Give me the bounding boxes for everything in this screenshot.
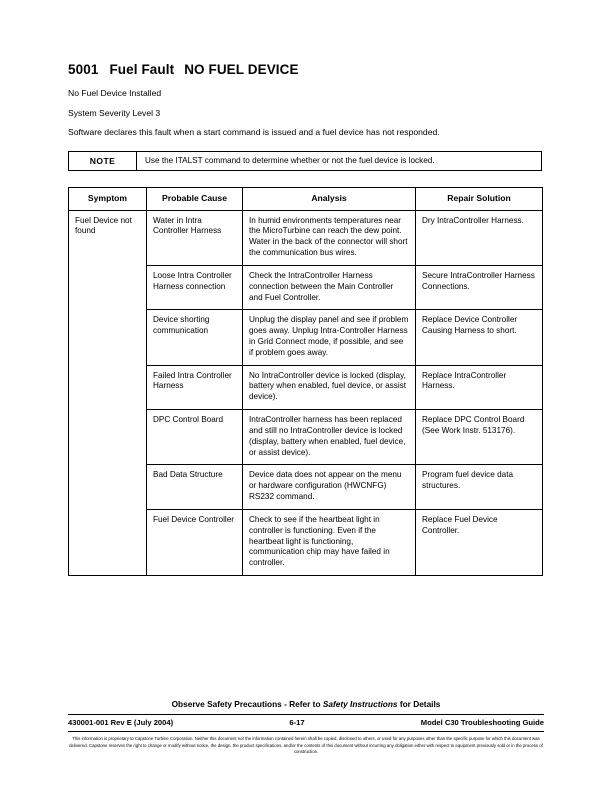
- document-number: 430001-001 Rev E (July 2004): [68, 718, 174, 728]
- column-header-repair-solution: Repair Solution: [416, 188, 543, 210]
- page-title: [68, 62, 544, 77]
- cause-cell: Water in Intra Controller Harness: [147, 210, 243, 265]
- symptom-cell: Fuel Device not found: [69, 210, 147, 576]
- repair-cell: Replace Fuel Device Controller.: [416, 509, 543, 575]
- analysis-cell: In humid environments temperatures near the MicroTurbine can reach the dew point. Water in the back of the connector will short the communication bus wires.: [243, 210, 416, 265]
- analysis-cell: Device data does not appear on the menu or hardware configuration (HWCNFG) RS232 command.: [243, 465, 416, 509]
- note-label: NOTE: [69, 152, 137, 170]
- repair-cell: Dry IntraController Harness.: [416, 210, 543, 265]
- severity-level: System Severity Level 3: [68, 107, 161, 118]
- page-number: 6-17: [289, 718, 305, 728]
- repair-cell: Secure IntraController Harness Connections.: [416, 265, 543, 309]
- footer-divider-top: [68, 714, 544, 715]
- cause-cell: Device shorting communication: [147, 310, 243, 365]
- fault-table: [68, 187, 543, 576]
- fault-subtitle: No Fuel Device Installed: [68, 88, 162, 98]
- analysis-cell: No IntraController device is locked (display, battery when enabled, fuel device, or assist device).: [243, 365, 416, 409]
- column-header-symptom: Symptom: [69, 188, 147, 210]
- column-header-probable-cause: Probable Cause: [147, 188, 243, 210]
- repair-cell: Program fuel device data structures.: [416, 465, 543, 509]
- analysis-cell: IntraController harness has been replaced and still no IntraController device is locked (display, battery when enabled, fuel device, or assist device).: [243, 410, 416, 465]
- note-text: Use the ITALST command to determine whether or not the fuel device is locked.: [145, 156, 435, 166]
- legal-notice: This information is proprietary to Capstone Turbine Corporation. Neither this document nor the information contained herein shall be copied, disclosed to others, or used for any purposes other than the specific purpose for which this document was delivered. Capstone reserves the right to change or modify without notice, the design, the product specifications, and/or the contents of this document without incurring any obligation either with respect to equipment previously sold or in the process of construction.: [69, 736, 543, 755]
- cause-cell: Fuel Device Controller: [147, 509, 243, 575]
- repair-cell: Replace IntraController Harness.: [416, 365, 543, 409]
- fault-description: Software declares this fault when a start command is issued and a fuel device has not responded.: [68, 127, 440, 138]
- fault-detail: NO FUEL DEVICE: [184, 62, 299, 77]
- footer-divider-bottom: [68, 731, 544, 732]
- repair-cell: Replace DPC Control Board (See Work Instr. 513176).: [416, 410, 543, 465]
- table-row: [69, 210, 543, 265]
- safety-notice: [68, 699, 544, 709]
- table-header-row: [69, 188, 543, 210]
- guide-title: Model C30 Troubleshooting Guide: [420, 718, 544, 728]
- safety-notice-suffix: for Details: [397, 699, 441, 710]
- cause-cell: DPC Control Board: [147, 410, 243, 465]
- safety-notice-prefix: Observe Safety Precautions - Refer to: [171, 699, 323, 710]
- fault-name: Fuel Fault: [109, 62, 175, 77]
- analysis-cell: Check the IntraController Harness connection between the Main Controller and Fuel Controller.: [243, 265, 416, 309]
- cause-cell: Failed Intra Controller Harness: [147, 365, 243, 409]
- analysis-cell: Check to see if the heartbeat light in controller is functioning. Even if the heartbeat light is functioning, communication chip may have failed in controller.: [243, 509, 416, 575]
- cause-cell: Loose Intra Controller Harness connection: [147, 265, 243, 309]
- page-footer: [68, 699, 544, 756]
- repair-cell: Replace Device Controller Causing Harness to short.: [416, 310, 543, 365]
- column-header-analysis: Analysis: [243, 188, 416, 210]
- analysis-cell: Unplug the display panel and see if problem goes away. Unplug Intra-Controller Harness in Grid Connect mode, if possible, and see if problem goes away.: [243, 310, 416, 365]
- footer-meta-row: [68, 718, 544, 727]
- note-box: [68, 151, 542, 171]
- safety-notice-reference: Safety Instructions: [322, 699, 398, 710]
- cause-cell: Bad Data Structure: [147, 465, 243, 509]
- fault-code: 5001: [68, 62, 99, 77]
